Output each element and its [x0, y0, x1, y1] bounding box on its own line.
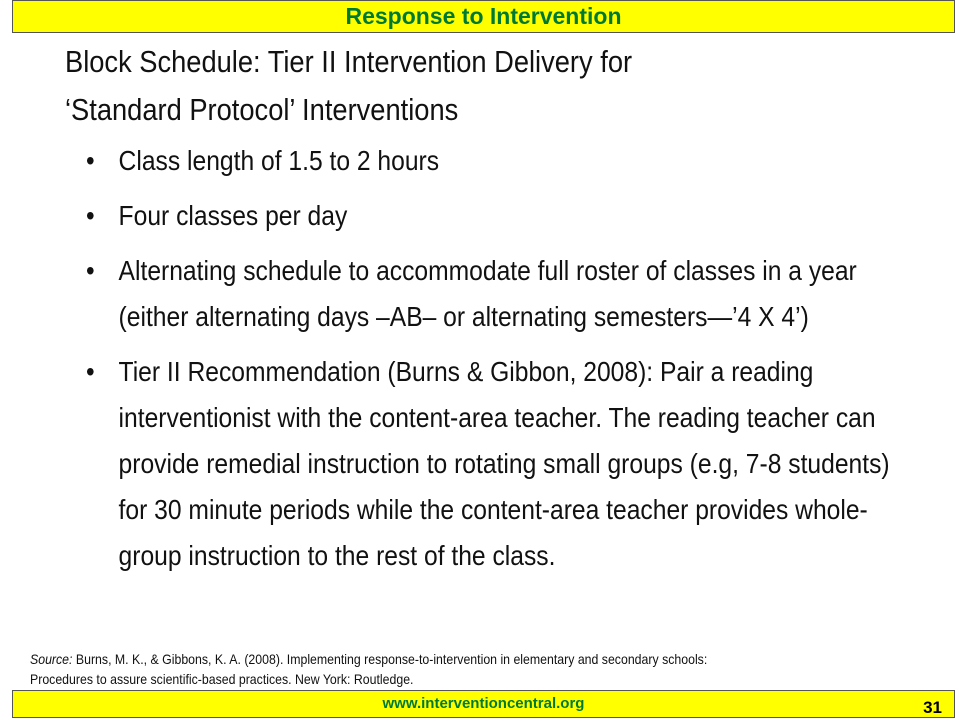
bullet-text: Tier II Recommendation (Burns & Gibbon, 2008): Pair a reading interventionist with the content-area teacher. The reading teacher can provide remedial instruction to rotating small groups (e.g, 7-8 students) for 30 minute periods while the content-area teacher provides whole-group instruction to the rest of the class. — [118, 356, 890, 571]
header-banner-text: Response to Intervention — [345, 3, 622, 29]
bullet-marker: • — [86, 255, 95, 286]
source-text-line-1: Burns, M. K., & Gibbons, K. A. (2008). Implementing response-to-intervention in elementary and secondary schools: — [72, 651, 708, 667]
bullet-item — [86, 138, 904, 184]
bullet-text: Alternating schedule to accommodate full roster of classes in a year (either alternating days –AB– or alternating semesters—’4 X 4’) — [118, 255, 857, 332]
source-label: Source: — [30, 651, 73, 667]
bullet-text: Four classes per day — [118, 200, 348, 231]
bullet-item — [86, 193, 904, 239]
header-banner — [12, 0, 955, 33]
bullet-text: Class length of 1.5 to 2 hours — [118, 145, 440, 176]
bullet-item — [86, 248, 904, 340]
slide-title-line-2: ‘Standard Protocol’ Interventions — [65, 92, 459, 127]
slide-number: 31 — [923, 698, 942, 717]
slide-title-line-1: Block Schedule: Tier II Intervention Delivery for — [65, 44, 633, 79]
slide-title — [65, 38, 822, 134]
footer-url[interactable]: www.interventioncentral.org — [382, 695, 585, 712]
bullet-item — [86, 349, 904, 579]
source-citation — [30, 649, 910, 689]
bullet-marker: • — [86, 145, 95, 176]
bullet-marker: • — [86, 356, 95, 387]
bullet-marker: • — [86, 200, 95, 231]
source-text-line-2: Procedures to assure scientific-based practices. New York: Routledge. — [30, 671, 414, 687]
bullet-list — [86, 138, 904, 588]
footer-banner — [12, 690, 955, 718]
